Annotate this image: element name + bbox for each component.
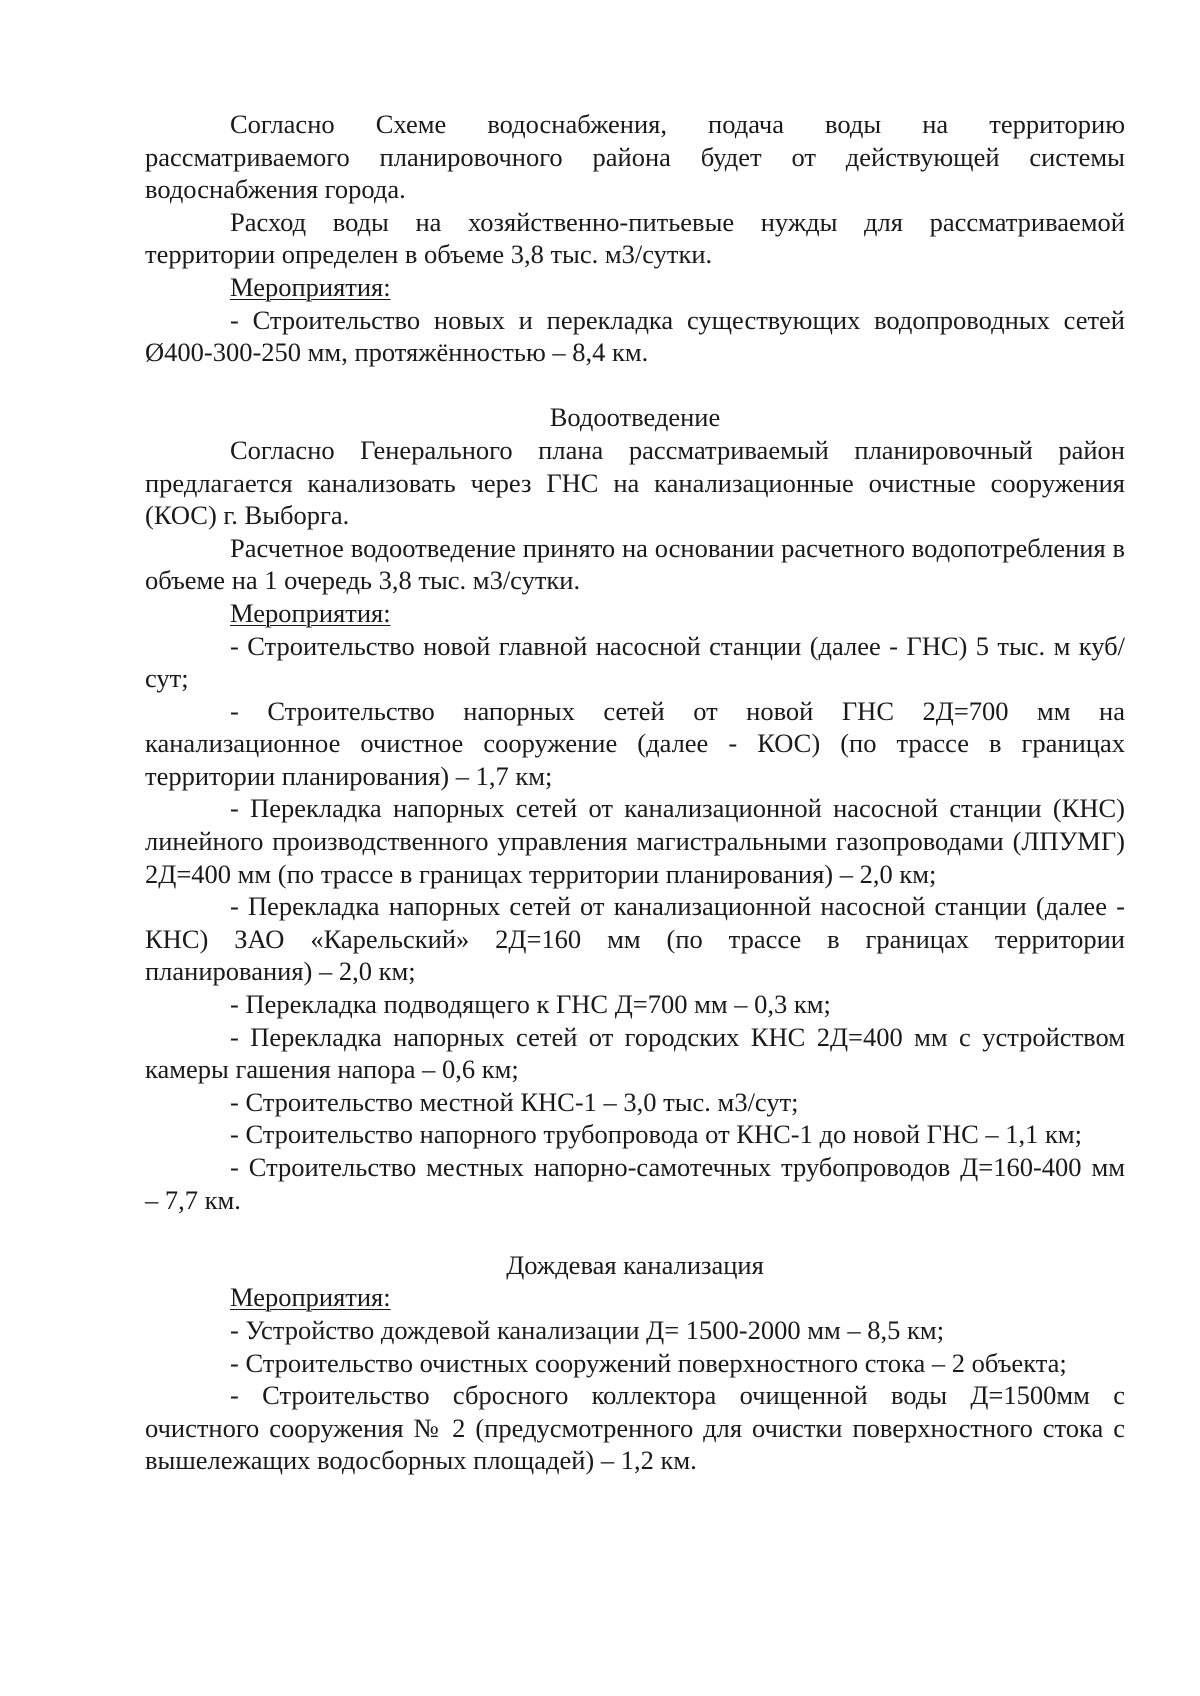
sewerage-measure-item: - Строительство местной КНС-1 – 3,0 тыс. м3/сут; bbox=[230, 1086, 799, 1117]
storm-sewer-measures-label bbox=[145, 1281, 1125, 1314]
storm-sewer-measure-item: - Строительство очистных сооружений поверхностного стока – 2 объекта; bbox=[230, 1347, 1067, 1378]
storm-sewer-heading: Дождевая канализация bbox=[506, 1249, 764, 1280]
sewerage-measure-item: - Строительство новой главной насосной станции (далее - ГНС) 5 тыс. м куб/сут; bbox=[145, 630, 1125, 694]
measures-label-text: Мероприятия: bbox=[230, 597, 391, 628]
sewerage-measure-item: - Строительство напорного трубопровода от КНС-1 до новой ГНС – 1,1 км; bbox=[230, 1119, 1083, 1150]
water-supply-measures-label bbox=[145, 271, 1125, 304]
sewerage-measure-item: - Перекладка подводящего к ГНС Д=700 мм – 0,3 км; bbox=[230, 989, 831, 1020]
sewerage-measure-item: - Перекладка напорных сетей от канализационной насосной станции (КНС) линейного производственного управления магистральными газопроводами (ЛПУМГ) 2Д=400 мм (по трассе в границах территории планирования) – 2,0 км; bbox=[145, 793, 1125, 889]
sewerage-paragraph-2: Расчетное водоотведение принято на основании расчетного водопотребления в объеме на 1 очередь 3,8 тыс. м3/сутки. bbox=[145, 532, 1125, 596]
storm-sewer-measure-item: - Строительство сбросного коллектора очищенной воды Д=1500мм с очистного сооружения № 2 (предусмотренного для очистки поверхностного стока с вышележащих водосборных площадей) – 1,2 км. bbox=[145, 1380, 1125, 1476]
document-page bbox=[145, 108, 1125, 1477]
section-spacer bbox=[145, 1216, 1125, 1249]
sewerage-measure-item: - Перекладка напорных сетей от городских КНС 2Д=400 мм с устройством камеры гашения напора – 0,6 км; bbox=[145, 1021, 1125, 1085]
sewerage-measure-item: - Строительство напорных сетей от новой ГНС 2Д=700 мм на канализационное очистное сооружение (далее - КОС) (по трассе в границах территории планирования) – 1,7 км; bbox=[145, 695, 1125, 791]
sewerage-heading: Водоотведение bbox=[549, 402, 721, 433]
water-supply-measure-1: - Строительство новых и перекладка существующих водопроводных сетей Ø400-300-250 мм, протяжённостью – 8,4 км. bbox=[145, 304, 1125, 368]
sewerage-paragraph-1: Согласно Генерального плана рассматриваемый планировочный район предлагается канализовать через ГНС на канализационные очистные сооружения (КОС) г. Выборга. bbox=[145, 434, 1125, 531]
water-supply-paragraph-2: Расход воды на хозяйственно-питьевые нужды для рассматриваемой территории определен в объеме 3,8 тыс. м3/сутки. bbox=[145, 206, 1125, 270]
section-spacer bbox=[145, 369, 1125, 402]
sewerage-measures-label bbox=[145, 597, 1125, 630]
measures-label-text: Мероприятия: bbox=[230, 271, 391, 302]
sewerage-measure-item: - Строительство местных напорно-самотечных трубопроводов Д=160-400 мм – 7,7 км. bbox=[145, 1152, 1125, 1215]
sewerage-measure-item: - Перекладка напорных сетей от канализационной насосной станции (далее - КНС) ЗАО «Карельский» 2Д=160 мм (по трассе в границах территории планирования) – 2,0 км; bbox=[145, 891, 1125, 987]
water-supply-paragraph-1: Согласно Схеме водоснабжения, подача воды на территорию рассматриваемого планировочного района будет от действующей системы водоснабжения города. bbox=[145, 109, 1125, 205]
measures-label-text: Мероприятия: bbox=[230, 1282, 391, 1313]
storm-sewer-measure-item: - Устройство дождевой канализации Д= 1500-2000 мм – 8,5 км; bbox=[230, 1314, 945, 1345]
